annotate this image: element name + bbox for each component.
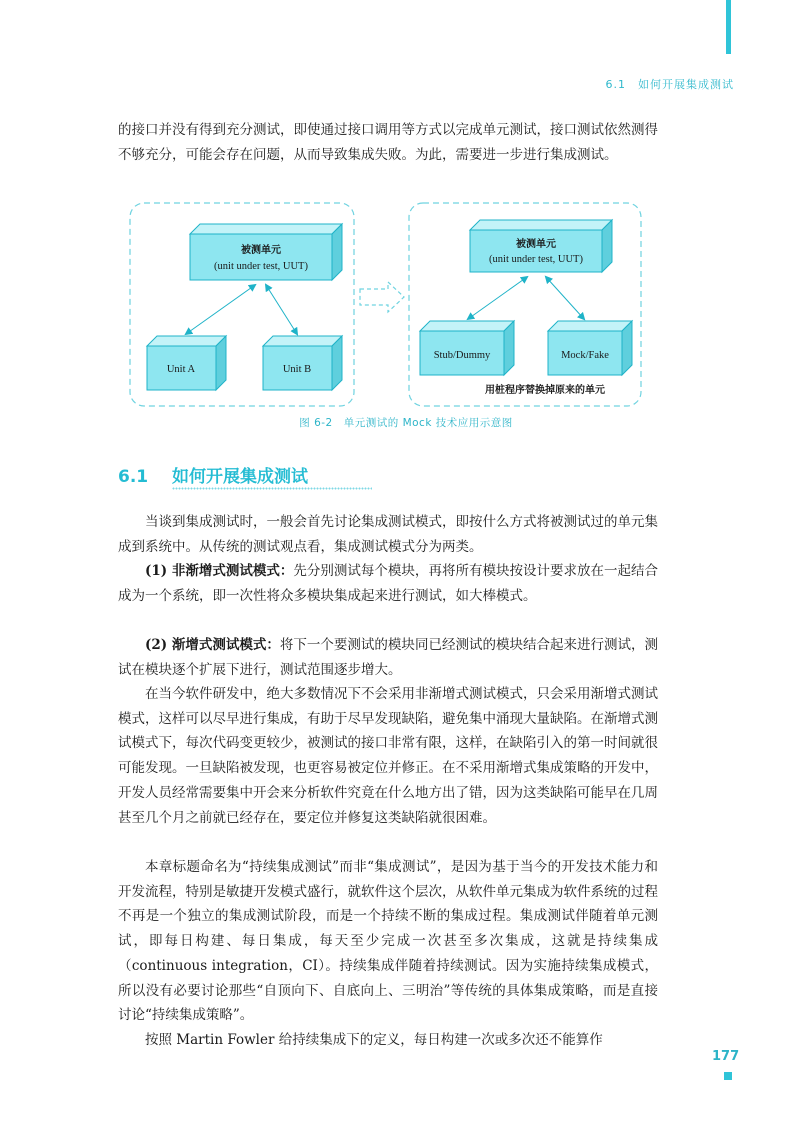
mode-label-non-incremental: (1) 非渐增式测试模式：	[145, 563, 294, 579]
mock-diagram	[0, 0, 812, 420]
unit-a-box	[147, 336, 226, 390]
body-paragraph-5: 本章标题命名为“持续集成测试”而非“集成测试”，是因为基于当今的开发技术能力和开发流程，特别是敏捷开发模式盛行，就软件这个层次，从软件单元集成为软件系统的过程不再是一个独立的集成测试阶段，而是一个持续不断的集成过程。集成测试伴随着单元测试，即每日构建、每日集成，每天至少完成一次甚至多次集成，这就是持续集成（continuous integration，CI）。持续集成伴随着持续测试。因为实施持续集成模式，所以没有必要讨论那些“自顶向下、自底向上、三明治”等传统的具体集成策略，而是直接讨论“持续集成策略”。	[118, 859, 658, 1024]
section-number: 6.1	[118, 467, 149, 487]
body-paragraph-4: 在当今软件研发中，绝大多数情况下不会采用非渐增式测试模式，只会采用渐增式测试模式，这样可以尽早进行集成，有助于尽早发现缺陷，避免集中涌现大量缺陷。在渐增式测试模式下，每次代码变更较少，被测试的接口非常有限，这样，在缺陷引入的第一时间就很可能发现。一旦缺陷被发现，也更容易被定位并修正。在不采用渐增式集成策略的开发中，开发人员经常需要集中开会来分析软件究竟在什么地方出了错，因为这类缺陷可能早在几周甚至几个月之前就已经存在，要定位并修复这类缺陷就很困难。	[118, 686, 658, 826]
left-uut-title: 被测单元	[241, 245, 281, 256]
replacement-note: 用桩程序替换掉原来的单元	[485, 385, 605, 396]
right-uut-title: 被测单元	[516, 239, 556, 250]
right-uut-box	[470, 220, 612, 272]
body-paragraph-1: 当谈到集成测试时，一般会首先讨论集成测试模式，即按什么方式将被测试过的单元集成到系统中。从传统的测试观点看，集成测试模式分为两类。	[118, 514, 658, 555]
mode-label-incremental: (2) 渐增式测试模式：	[145, 637, 280, 653]
running-head: 6.1 如何开展集成测试	[605, 78, 734, 91]
mock-fake-label: Mock/Fake	[561, 350, 609, 361]
body-paragraph-6: 按照 Martin Fowler 给持续集成下的定义，每日构建一次或多次还不能算作	[145, 1032, 603, 1048]
figure-caption: 图 6-2 单元测试的 Mock 技术应用示意图	[299, 417, 513, 429]
unit-b-label: Unit B	[282, 364, 312, 375]
page-number: 177	[712, 1049, 740, 1064]
body-paragraph-2	[118, 559, 658, 608]
unit-b-box	[263, 336, 342, 390]
intro-paragraph: 的接口并没有得到充分测试，即使通过接口调用等方式以完成单元测试，接口测试依然测得不够充分，可能会存在问题，从而导致集成失败。为此，需要进一步进行集成测试。	[118, 122, 658, 163]
stub-dummy-box	[420, 321, 514, 375]
right-link-mock	[546, 277, 584, 319]
mode-text-incremental: 将下一个要测试的模块同已经测试的模块结合起来进行测试，测试在模块逐个扩展下进行，测试范围逐步增大。	[118, 637, 658, 678]
mock-fake-box	[548, 321, 632, 375]
left-uut-subtitle: (unit under test, UUT)	[214, 261, 308, 272]
body-paragraph-3	[118, 633, 658, 682]
left-link-b	[266, 285, 297, 334]
page-marker	[724, 1072, 732, 1080]
right-link-stub	[468, 277, 527, 319]
section-heading	[118, 466, 378, 490]
unit-a-label: Unit A	[166, 364, 196, 375]
left-link-a	[186, 285, 255, 334]
heading-dot-underline	[172, 487, 372, 490]
stub-dummy-label: Stub/Dummy	[433, 350, 491, 361]
mode-text-non-incremental: 先分别测试每个模块，再将所有模块按设计要求放在一起结合成为一个系统，即一次性将众多模块集成起来进行测试，如大棒模式。	[118, 563, 658, 604]
right-uut-subtitle: (unit under test, UUT)	[489, 254, 583, 265]
section-title: 如何开展集成测试	[172, 467, 308, 487]
left-uut-box	[190, 224, 342, 280]
transform-arrow-icon	[360, 282, 404, 312]
